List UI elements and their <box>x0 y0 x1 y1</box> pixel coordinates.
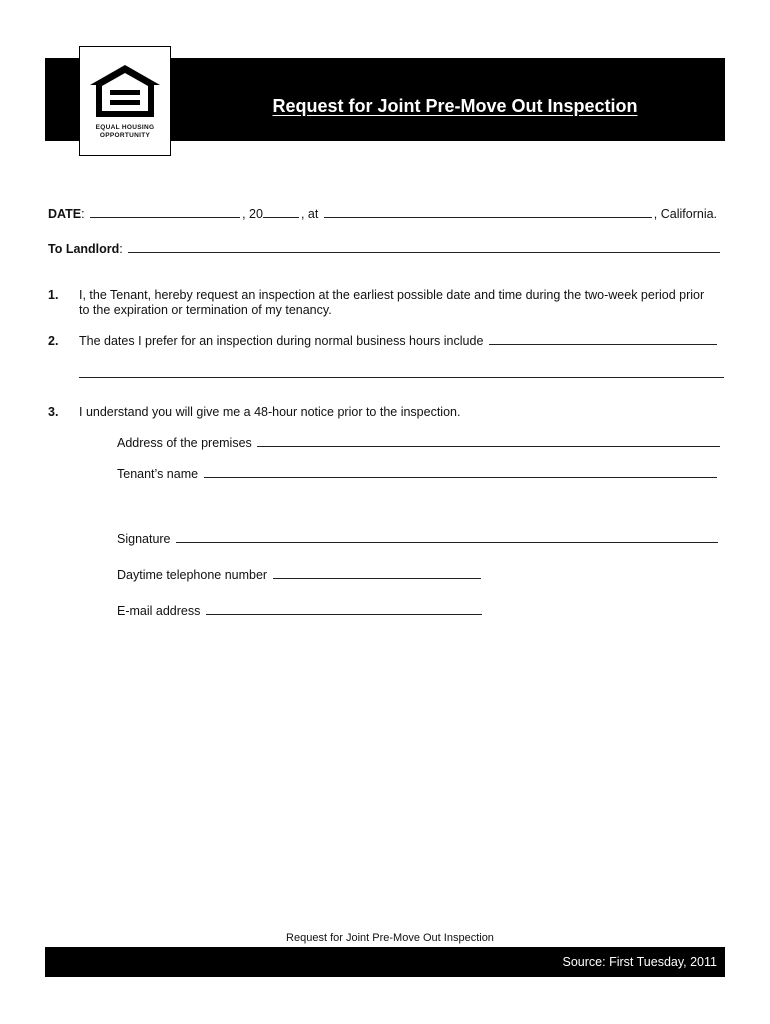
footer-bar <box>45 947 725 977</box>
item-1-number: 1. <box>48 288 59 302</box>
state-text: , California. <box>653 207 718 221</box>
item-1-text-line2: to the expiration or termination of my tenancy. <box>79 303 332 317</box>
tenant-name-row <box>117 467 719 481</box>
item-2-row <box>79 334 719 348</box>
phone-row <box>117 568 483 582</box>
address-label: Address of the premises <box>117 436 252 450</box>
landlord-field[interactable] <box>128 251 720 253</box>
page-title: Request for Joint Pre-Move Out Inspection <box>272 96 638 116</box>
footer-source: Source: First Tuesday, 2011 <box>562 955 717 969</box>
landlord-label: To Landlord <box>48 242 120 256</box>
item-2-number: 2. <box>48 334 59 348</box>
item-2-text: The dates I prefer for an inspection during normal business hours include <box>79 334 484 348</box>
equal-housing-logo <box>79 46 171 156</box>
email-label: E-mail address <box>117 604 201 618</box>
date-field[interactable] <box>90 216 240 218</box>
house-icon <box>88 63 162 119</box>
logo-line1: EQUAL HOUSING <box>95 124 155 131</box>
signature-label: Signature <box>117 532 171 546</box>
address-field[interactable] <box>257 445 720 447</box>
preferred-dates-field-2[interactable] <box>79 377 724 378</box>
phone-label: Daytime telephone number <box>117 568 268 582</box>
tenant-name-label: Tenant’s name <box>117 467 199 481</box>
at-text: , at <box>300 207 319 221</box>
item-1-text-line1: I, the Tenant, hereby request an inspection at the earliest possible date and time during the two-week period prior <box>79 288 705 302</box>
city-field[interactable] <box>324 216 652 218</box>
phone-field[interactable] <box>273 577 481 579</box>
preferred-dates-field[interactable] <box>489 343 717 345</box>
address-row <box>117 436 722 450</box>
year-field[interactable] <box>263 216 299 218</box>
date-row: DATE: , 20 , at , California. <box>48 207 718 221</box>
footer-title: Request for Joint Pre-Move Out Inspection <box>286 932 494 944</box>
tenant-name-field[interactable] <box>204 476 717 478</box>
signature-row <box>117 532 720 546</box>
date-label: DATE <box>48 207 82 221</box>
item-3-number: 3. <box>48 405 59 419</box>
year-prefix: , 20 <box>242 207 263 221</box>
email-row <box>117 604 484 618</box>
signature-field[interactable] <box>176 541 718 543</box>
logo-line2: OPPORTUNITY <box>99 132 151 139</box>
email-field[interactable] <box>206 613 482 615</box>
landlord-row: To Landlord: <box>48 242 722 256</box>
item-3-text: I understand you will give me a 48-hour notice prior to the inspection. <box>79 405 461 419</box>
